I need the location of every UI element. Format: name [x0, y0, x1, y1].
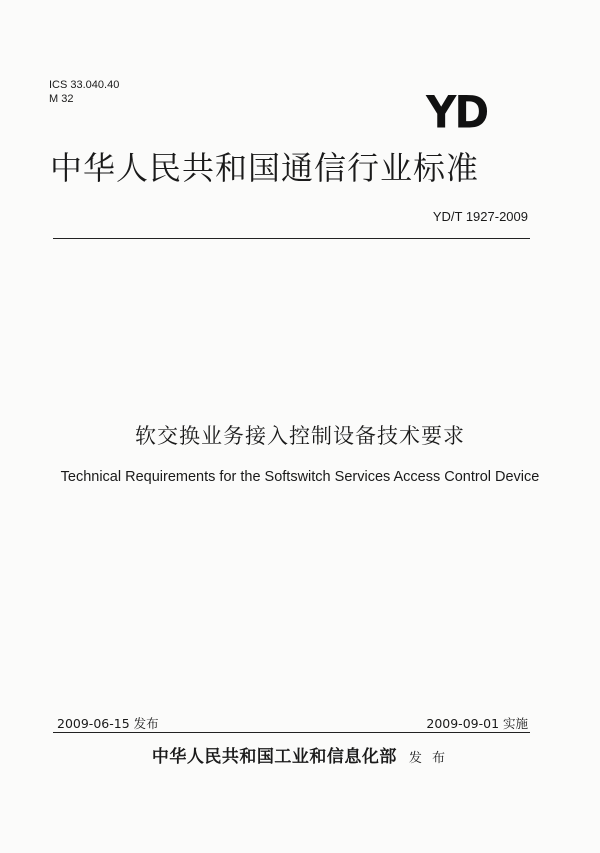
document-title-en: Technical Requirements for the Softswitch Services Access Control Device	[60, 469, 540, 485]
publisher-line	[0, 742, 600, 767]
yd-logo: YD	[426, 86, 488, 139]
top-divider	[53, 238, 530, 239]
ics-code: ICS 33.040.40	[49, 79, 120, 91]
publisher-action: 发 布	[408, 751, 449, 766]
standard-title: 中华人民共和国通信行业标准	[50, 149, 480, 187]
bottom-divider	[53, 732, 530, 733]
document-title-cn: 软交换业务接入控制设备技术要求	[135, 424, 465, 448]
classification-block	[49, 78, 119, 106]
publisher-name: 中华人民共和国工业和信息化部	[151, 747, 397, 767]
effective-date: 2009-09-01 实施	[426, 716, 528, 731]
standard-code: YD/T 1927-2009	[432, 209, 528, 224]
classification-code: M 32	[49, 93, 74, 105]
issue-date: 2009-06-15 发布	[57, 716, 159, 731]
